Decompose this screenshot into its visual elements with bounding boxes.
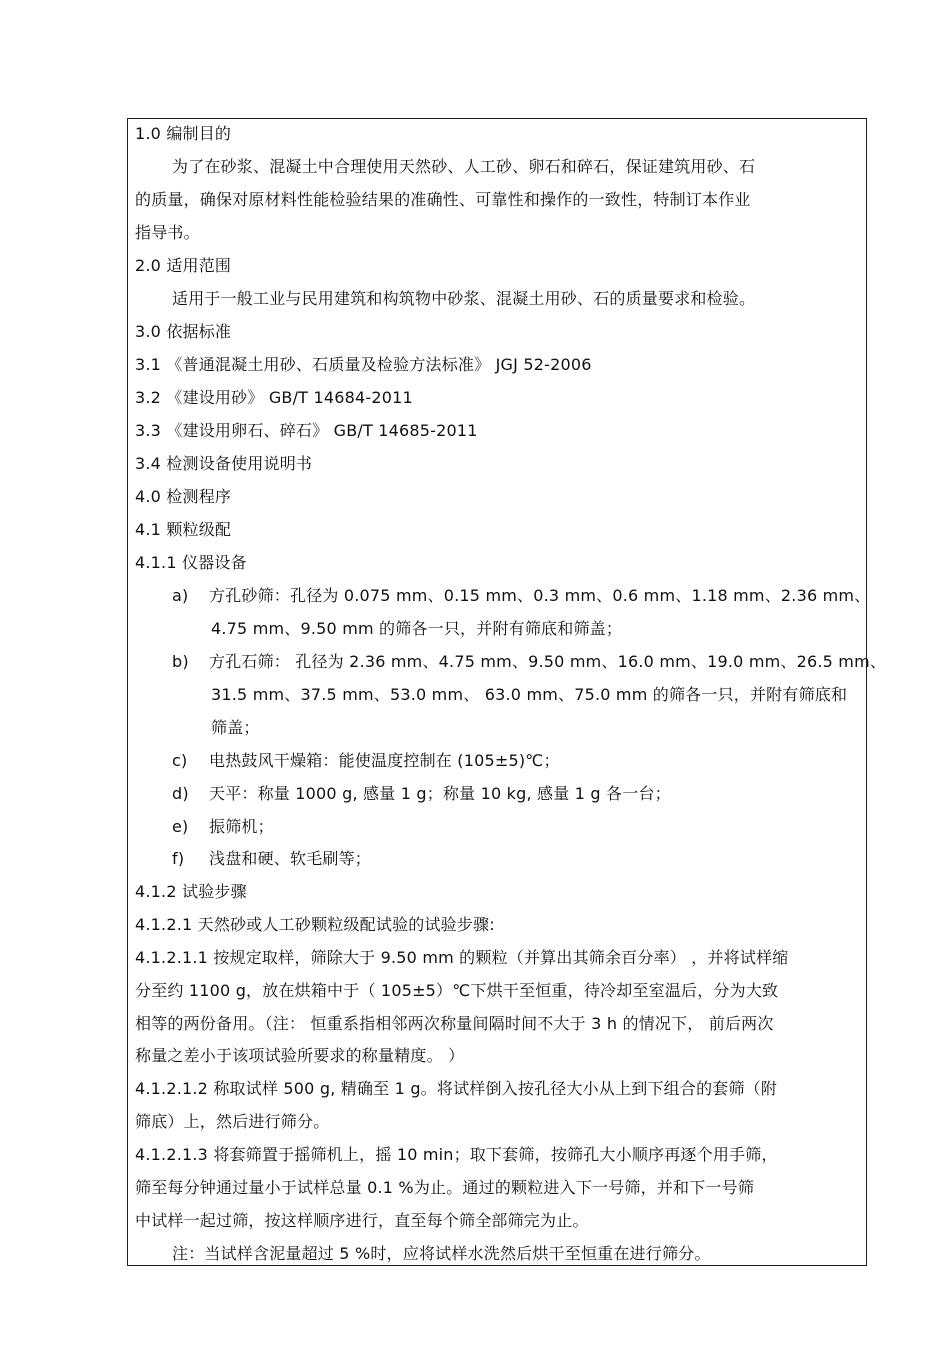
list-item-label: e) (172, 817, 189, 836)
list-item-text: 方孔石筛： 孔径为 2.36 mm、4.75 mm、9.50 mm、16.0 mm、19.0 mm、26.5 mm、 (209, 652, 887, 671)
list-item-text: 筛盖； (211, 718, 260, 737)
section-4-heading: 4.0 检测程序 (135, 487, 232, 506)
section-2-heading: 2.0 适用范围 (135, 256, 232, 275)
list-item-label: a) (172, 586, 189, 605)
subsection-heading: 4.1.2 试验步骤 (135, 882, 247, 901)
paragraph-line: 为了在砂浆、混凝土中合理使用天然砂、人工砂、卵石和碎石，保证建筑用砂、石 (172, 157, 756, 176)
subsection-heading: 4.1 颗粒级配 (135, 520, 232, 539)
list-item-text: 4.75 mm、9.50 mm 的筛各一只，并附有筛底和筛盖； (211, 619, 623, 638)
standard-item: 3.1 《普通混凝土用砂、石质量及检验方法标准》 JGJ 52-2006 (135, 355, 592, 374)
paragraph-line: 的质量，确保对原材料性能检验结果的准确性、可靠性和操作的一致性，特制订本作业 (135, 190, 751, 209)
subsection-heading: 4.1.2.1 天然砂或人工砂颗粒级配试验的试验步骤: (135, 915, 495, 934)
list-item-text: 浅盘和硬、软毛刷等； (209, 849, 372, 868)
list-item-text: 31.5 mm、37.5 mm、53.0 mm、 63.0 mm、75.0 mm 的筛各一只，并附有筛底和 (211, 685, 848, 704)
paragraph-line: 中试样一起过筛，按这样顺序进行，直至每个筛全部筛完为止。 (135, 1211, 589, 1230)
paragraph-line: 指导书。 (135, 223, 200, 242)
paragraph-line: 4.1.2.1.2 称取试样 500 g, 精确至 1 g。将试样倒入按孔径大小从上到下组合的套筛（附 (135, 1079, 778, 1098)
paragraph-line: 筛至每分钟通过量小于试样总量 0.1 %为止。通过的颗粒进入下一号筛，并和下一号筛 (135, 1178, 755, 1197)
list-item-text: 方孔砂筛：孔径为 0.075 mm、0.15 mm、0.3 mm、0.6 mm、1.18 mm、2.36 mm、 (209, 586, 871, 605)
list-item-label: d) (172, 784, 189, 803)
standard-item: 3.4 检测设备使用说明书 (135, 454, 313, 473)
section-3-heading: 3.0 依据标准 (135, 322, 232, 341)
list-item-label: b) (172, 652, 189, 671)
paragraph-line: 4.1.2.1.1 按规定取样，筛除大于 9.50 mm 的颗粒（并算出其筛余百分率） ，并将试样缩 (135, 948, 789, 967)
note-line: 注：当试样含泥量超过 5 %时，应将试样水洗然后烘干至恒重在进行筛分。 (172, 1244, 711, 1263)
paragraph-line: 称量之差小于该项试验所要求的称量精度。 ） (135, 1046, 465, 1065)
list-item-label: c) (172, 751, 188, 770)
paragraph-line: 适用于一般工业与民用建筑和构筑物中砂浆、混凝土用砂、石的质量要求和检验。 (172, 289, 756, 308)
standard-item: 3.2 《建设用砂》 GB/T 14684-2011 (135, 388, 413, 407)
paragraph-line: 分至约 1100 g，放在烘箱中于（ 105±5）℃下烘干至恒重，待冷却至室温后，分为大致 (135, 981, 779, 1000)
list-item-label: f) (172, 849, 185, 868)
list-item-text: 天平：称量 1000 g, 感量 1 g；称量 10 kg, 感量 1 g 各一台； (209, 784, 671, 803)
section-1-heading: 1.0 编制目的 (135, 124, 232, 143)
paragraph-line: 4.1.2.1.3 将套筛置于摇筛机上，摇 10 min；取下套筛，按筛孔大小顺序再逐个用手筛， (135, 1145, 778, 1164)
subsection-heading: 4.1.1 仪器设备 (135, 553, 247, 572)
paragraph-line: 筛底）上，然后进行筛分。 (135, 1112, 330, 1131)
list-item-text: 振筛机； (209, 817, 274, 836)
standard-item: 3.3 《建设用卵石、碎石》 GB/T 14685-2011 (135, 421, 478, 440)
paragraph-line: 相等的两份备用。（注： 恒重系指相邻两次称量间隔时间不大于 3 h 的情况下， 前后两次 (135, 1014, 774, 1033)
list-item-text: 电热鼓风干燥箱：能使温度控制在 (105±5)℃； (209, 751, 560, 770)
